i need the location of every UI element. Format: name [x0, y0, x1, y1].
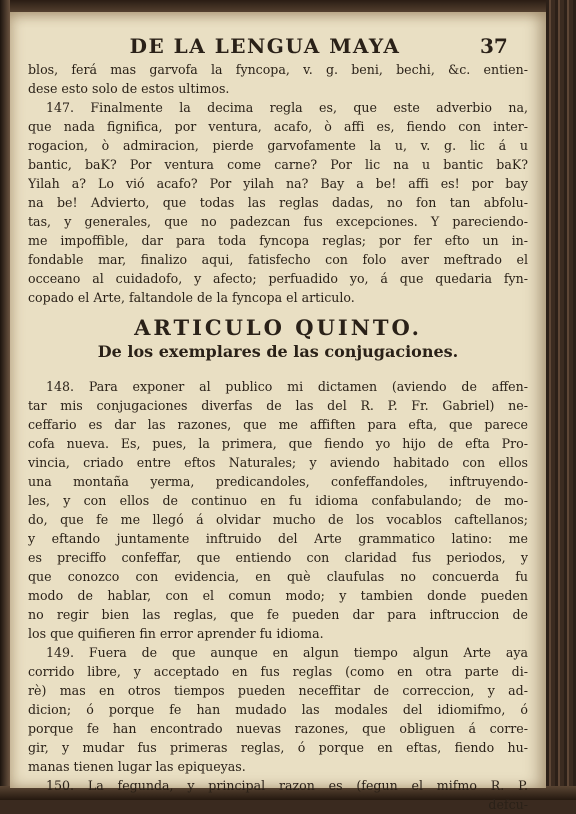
text-line: cofa nueva. Es, pues, la primera, que fiendo yo hijo de efta Pro- [28, 436, 528, 451]
page-number: 37 [480, 34, 508, 58]
running-head-title: DE LA LENGUA MAYA [129, 34, 401, 58]
text-line: es preciffo confeffar, que entiendo con claridad fus periodos, y [28, 550, 528, 565]
text-line: 150. La fegunda, y principal razon es (fegun el mifmo R. P. [46, 778, 528, 793]
catchword: defcu- [488, 797, 528, 812]
text-line: los que quifieren fin error aprender fu idioma. [28, 626, 324, 641]
paragraph-group-a [28, 60, 528, 307]
text-line: que conozco con evidencia, en què claufulas no concuerda fu [28, 569, 528, 584]
book-binding-left [0, 0, 10, 800]
text-line: bantic, baK? Por ventura come carne? Por lic na u bantic baK? [28, 157, 528, 172]
text-line: ceffario es dar las razones, que me affiften para efta, que parece [28, 417, 528, 432]
article-heading [28, 307, 528, 371]
text-line: blos, ferá mas garvofa la fyncopa, v. g. beni, bechi, &c. entien- [28, 62, 528, 77]
paragraph-group-b [28, 377, 528, 814]
text-line: 149. Fuera de que aunque en algun tiempo algun Arte aya [46, 645, 528, 660]
text-line: les, y con ellos de continuo en fu idioma confabulando; de mo- [28, 493, 528, 508]
text-line: tas, y generales, que no padezcan fus excepciones. Y pareciendo- [28, 214, 528, 229]
text-line: rè) mas en otros tiempos pueden neceffitar de correccion, y ad- [28, 683, 528, 698]
book-page [10, 12, 546, 812]
book-binding-right [546, 0, 576, 800]
page-text [28, 60, 528, 814]
running-head [10, 34, 546, 58]
text-line: 148. Para exponer al publico mi dictamen (aviendo de affen- [46, 379, 528, 394]
text-line: vincia, criado entre eftos Naturales; y aviendo habitado con ellos [28, 455, 528, 470]
text-line: que nada fignifica, por ventura, acafo, ò affi es, fiendo con inter- [28, 119, 528, 134]
text-line: y eftando juntamente inftruido del Arte grammatico latino: me [28, 531, 528, 546]
text-line: copado el Arte, faltandole de la fyncopa el articulo. [28, 290, 355, 305]
text-line: gir, y mudar fus primeras reglas, ó porque en eftas, fiendo hu- [28, 740, 528, 755]
text-line: rogacion, ò admiracion, pierde garvofamente la u, v. g. lic á u [28, 138, 528, 153]
text-line: manas tienen lugar las epiqueyas. [28, 759, 246, 774]
text-line: Yilah a? Lo vió acafo? Por yilah na? Bay a be! affi es! por bay [28, 176, 528, 191]
text-line: porque fe han encontrado nuevas razones, que obliguen á corre- [28, 721, 528, 736]
text-line: me impoffible, dar para toda fyncopa reglas; por fer efto un in- [28, 233, 528, 248]
article-title: ARTICULO QUINTO. [134, 315, 422, 340]
text-line: 147. Finalmente la decima regla es, que este adverbio na, [46, 100, 528, 115]
text-line: una montaña yerma, predicandoles, confeffandoles, inftruyendo- [28, 474, 528, 489]
text-line: na be! Advierto, que todas las reglas dadas, no fon tan abfolu- [28, 195, 528, 210]
text-line: dese esto solo de estos ultimos. [28, 81, 230, 96]
text-line: dicion; ó porque fe han mudado las modales del idiomifmo, ó [28, 702, 528, 717]
text-line: occeano al cuidadofo, y afecto; perfuadido yo, á que quedaria fyn- [28, 271, 528, 286]
text-line: tar mis conjugaciones diverfas de las del R. P. Fr. Gabriel) ne- [28, 398, 528, 413]
text-line: corrido libre, y acceptado en fus reglas (como en otra parte di- [28, 664, 528, 679]
text-line: do, que fe me llegó á olvidar mucho de los vocablos caftellanos; [28, 512, 528, 527]
text-line: modo de hablar, con el comun modo; y tambien donde pueden [28, 588, 528, 603]
text-line: fondable mar, finalizo aqui, fatisfecho con folo aver meftrado el [28, 252, 528, 267]
article-subtitle: De los exemplares de las conjugaciones. [97, 342, 459, 361]
text-line: no regir bien las reglas, que fe pueden dar para inftruccion de [28, 607, 528, 622]
